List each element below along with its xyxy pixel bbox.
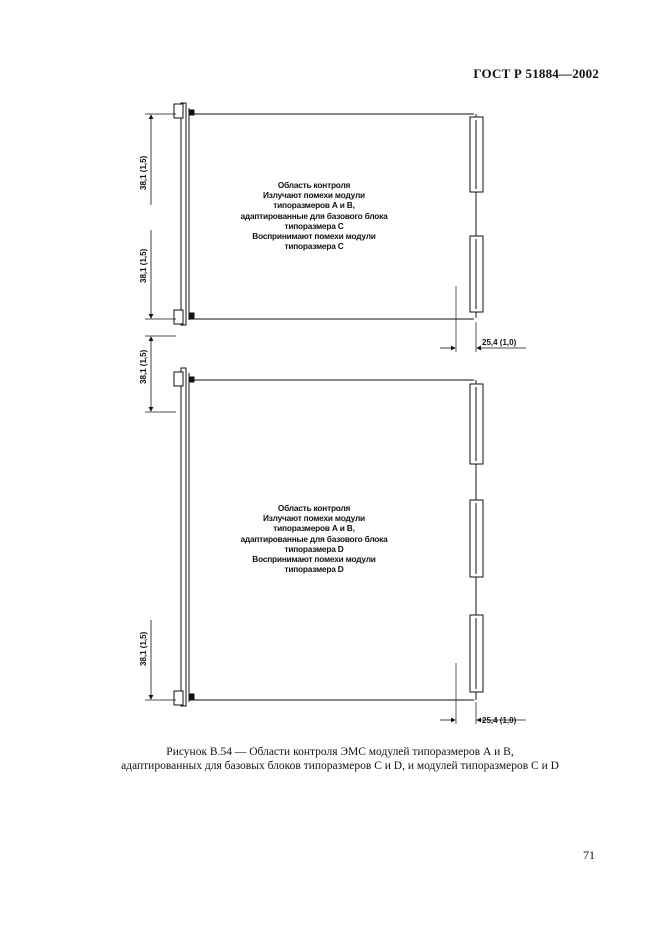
page-number: 71 <box>583 848 595 862</box>
top-dimension-upper: 38,1 (1,5) <box>139 155 148 190</box>
figure-caption: Рисунок В.54 — Области контроля ЭМС модулей типоразмеров А и В, адаптированных для базовых блоков типоразмеров С и D, и модулей типоразмеров С и D <box>121 746 559 772</box>
bottom-dimension-upper: 38,1 (1,5) <box>139 349 148 384</box>
standard-header: ГОСТ Р 51884—2002 <box>473 66 599 81</box>
top-dimension-lower: 38,1 (1,5) <box>139 248 148 283</box>
bottom-dimension-right: 25,4 (1,0) <box>482 716 517 725</box>
bottom-control-area-label: Область контроля Излучают помехи модули типоразмеров А и В, адаптированные для базового блока типоразмера D Воспринимают помехи модули типоразмера D <box>240 503 388 575</box>
bottom-dimension-lower: 38,1 (1,5) <box>139 631 148 666</box>
top-dimension-right: 25,4 (1,0) <box>482 338 517 347</box>
top-control-area-label: Область контроля Излучают помехи модули типоразмеров А и В, адаптированные для базового блока типоразмера С Воспринимают помехи модули типоразмера С <box>240 180 388 252</box>
